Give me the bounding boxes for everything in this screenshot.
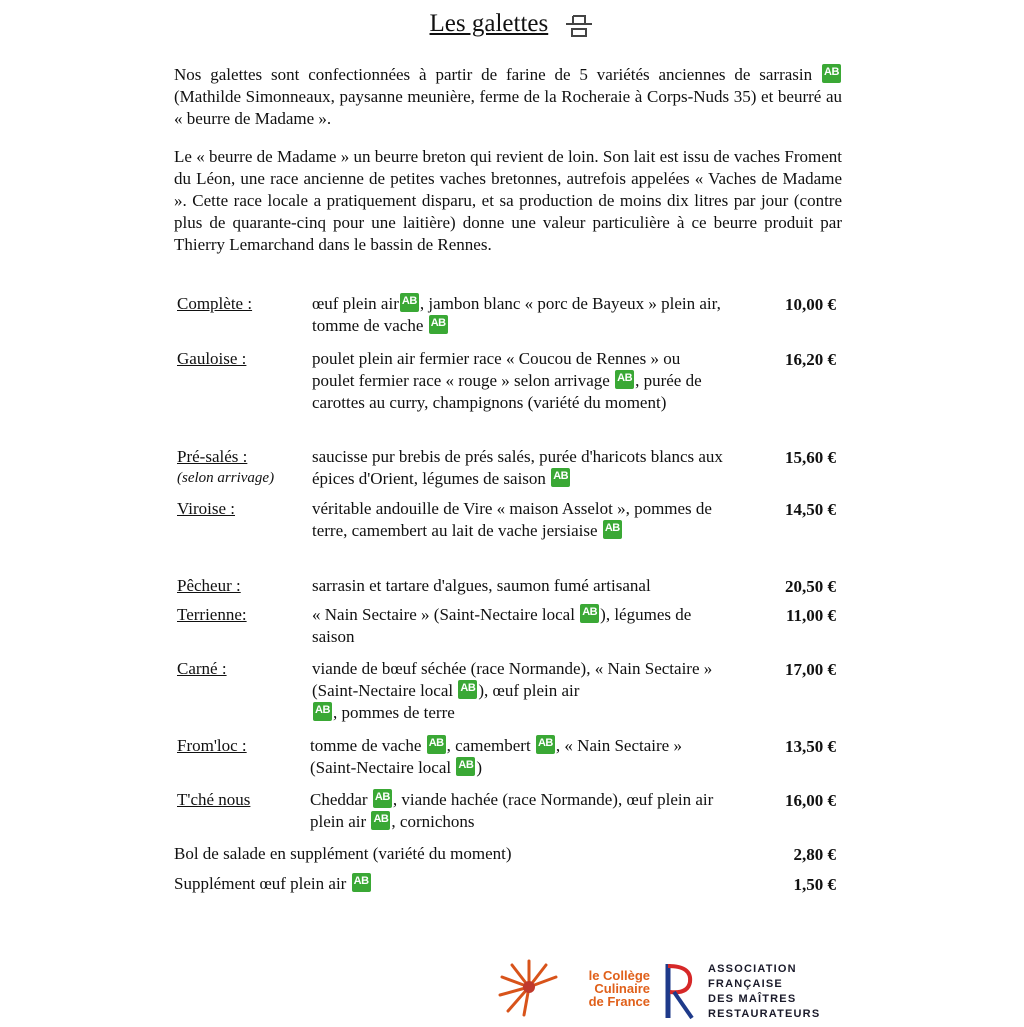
item-description: sarrasin et tartare d'algues, saumon fumé artisanal <box>312 576 651 595</box>
item-name: Complète : <box>177 294 253 313</box>
organic-ab-icon <box>822 64 841 83</box>
maitres-restaurateurs-wordmark: ASSOCIATION FRANÇAISE DES MAÎTRES RESTAURATEURS <box>708 963 821 1020</box>
item-description: saucisse pur brebis de prés salés, purée d'haricots blancs aux épices d'Orient, légumes de saison AB <box>312 446 724 490</box>
organic-ab-icon <box>536 735 555 754</box>
college-culinaire-sunburst-icon <box>494 957 564 1019</box>
item-name: Carné : <box>177 659 227 678</box>
intro-paragraph-1: Nos galettes sont confectionnées à partir de farine de 5 variétés anciennes de sarrasin AB (Mathilde Simonneaux, paysanne meunière, ferme de la Rocheraie à Corps-Nuds 35) et beurré au « beurre de Madame ». <box>174 64 842 130</box>
organic-ab-icon <box>580 604 599 623</box>
item-name: From'loc : <box>177 736 247 755</box>
item-description: véritable andouille de Vire « maison Asselot », pommes de terre, camembert au lait de vache jersiaise AB <box>312 498 724 542</box>
college-culinaire-logo <box>494 957 650 1024</box>
organic-ab-icon <box>427 735 446 754</box>
item-price: 17,00 € <box>785 660 836 679</box>
extra-price: 1,50 € <box>793 875 836 894</box>
extra-price: 2,80 € <box>793 845 836 864</box>
item-price: 10,00 € <box>785 295 836 314</box>
organic-ab-icon <box>456 757 475 776</box>
college-culinaire-wordmark: le Collège Culinaire de France <box>588 968 650 1009</box>
organic-ab-icon <box>313 702 332 721</box>
organic-ab-icon <box>603 520 622 539</box>
item-description: tomme de vache AB , camembert AB , « Nain Sectaire » (Saint-Nectaire local AB ) <box>310 735 722 779</box>
organic-ab-icon <box>429 315 448 334</box>
maitres-restaurateurs-logo <box>660 960 821 1027</box>
item-name: Pêcheur : <box>177 576 241 595</box>
organic-ab-icon <box>371 811 390 830</box>
item-name: Terrienne: <box>177 605 247 624</box>
item-price: 16,00 € <box>785 791 836 810</box>
item-description: viande de bœuf séchée (race Normande), « Nain Sectaire » (Saint-Nectaire local AB ), œuf plein air AB, pommes de terre <box>312 658 724 724</box>
galette-folded-icon <box>564 12 594 38</box>
item-description: œuf plein airAB , jambon blanc « porc de Bayeux » plein air, tomme de vache AB <box>312 293 724 337</box>
maitres-restaurateurs-r-icon <box>660 960 700 1022</box>
item-price: 11,00 € <box>785 606 836 625</box>
organic-ab-icon <box>458 680 477 699</box>
item-note: (selon arrivage) <box>177 470 275 486</box>
item-price: 15,60 € <box>785 448 836 467</box>
item-price: 13,50 € <box>785 737 836 756</box>
item-price: 16,20 € <box>785 350 836 369</box>
item-name: Pré-salés : <box>177 447 248 466</box>
extra-label: Supplément œuf plein air <box>174 874 347 893</box>
page-title: Les galettes <box>0 10 1024 38</box>
item-description: « Nain Sectaire » (Saint-Nectaire local AB ), légumes de saison <box>312 604 724 648</box>
item-name: Gauloise : <box>177 349 247 368</box>
item-name: Viroise : <box>177 499 235 518</box>
item-description: Cheddar AB , viande hachée (race Normande), œuf plein air plein air AB, cornichons <box>310 789 722 833</box>
organic-ab-icon <box>551 468 570 487</box>
organic-ab-icon <box>615 370 634 389</box>
item-price: 20,50 € <box>785 577 836 596</box>
item-description: poulet plein air fermier race « Coucou de Rennes » ou poulet fermier race « rouge » selon arrivage AB , purée de carottes au curry, champignons (variété du moment) <box>312 348 724 414</box>
intro-paragraph-2: Le « beurre de Madame » un beurre breton qui revient de loin. Son lait est issu de vaches Froment du Léon, une race ancienne de petites vaches bretonnes, autrefois appelées « Vaches de Madame ». Cette race locale a pratiquement disparu, et sa production de moins dix litres par jour (contre plus de quarante-cinq pour une laitière) donne une valeur particulière à ce beurre produit par Thierry Lemarchand dans le bassin de Rennes. <box>174 147 842 254</box>
organic-ab-icon <box>373 789 392 808</box>
organic-ab-icon <box>352 873 371 892</box>
organic-ab-icon <box>400 293 419 312</box>
extra-label: Bol de salade en supplément (variété du moment) <box>174 844 512 863</box>
extra-salade <box>174 843 842 865</box>
extra-oeuf <box>174 873 842 895</box>
item-price: 14,50 € <box>785 500 836 519</box>
item-name: T'ché nous <box>177 790 251 809</box>
